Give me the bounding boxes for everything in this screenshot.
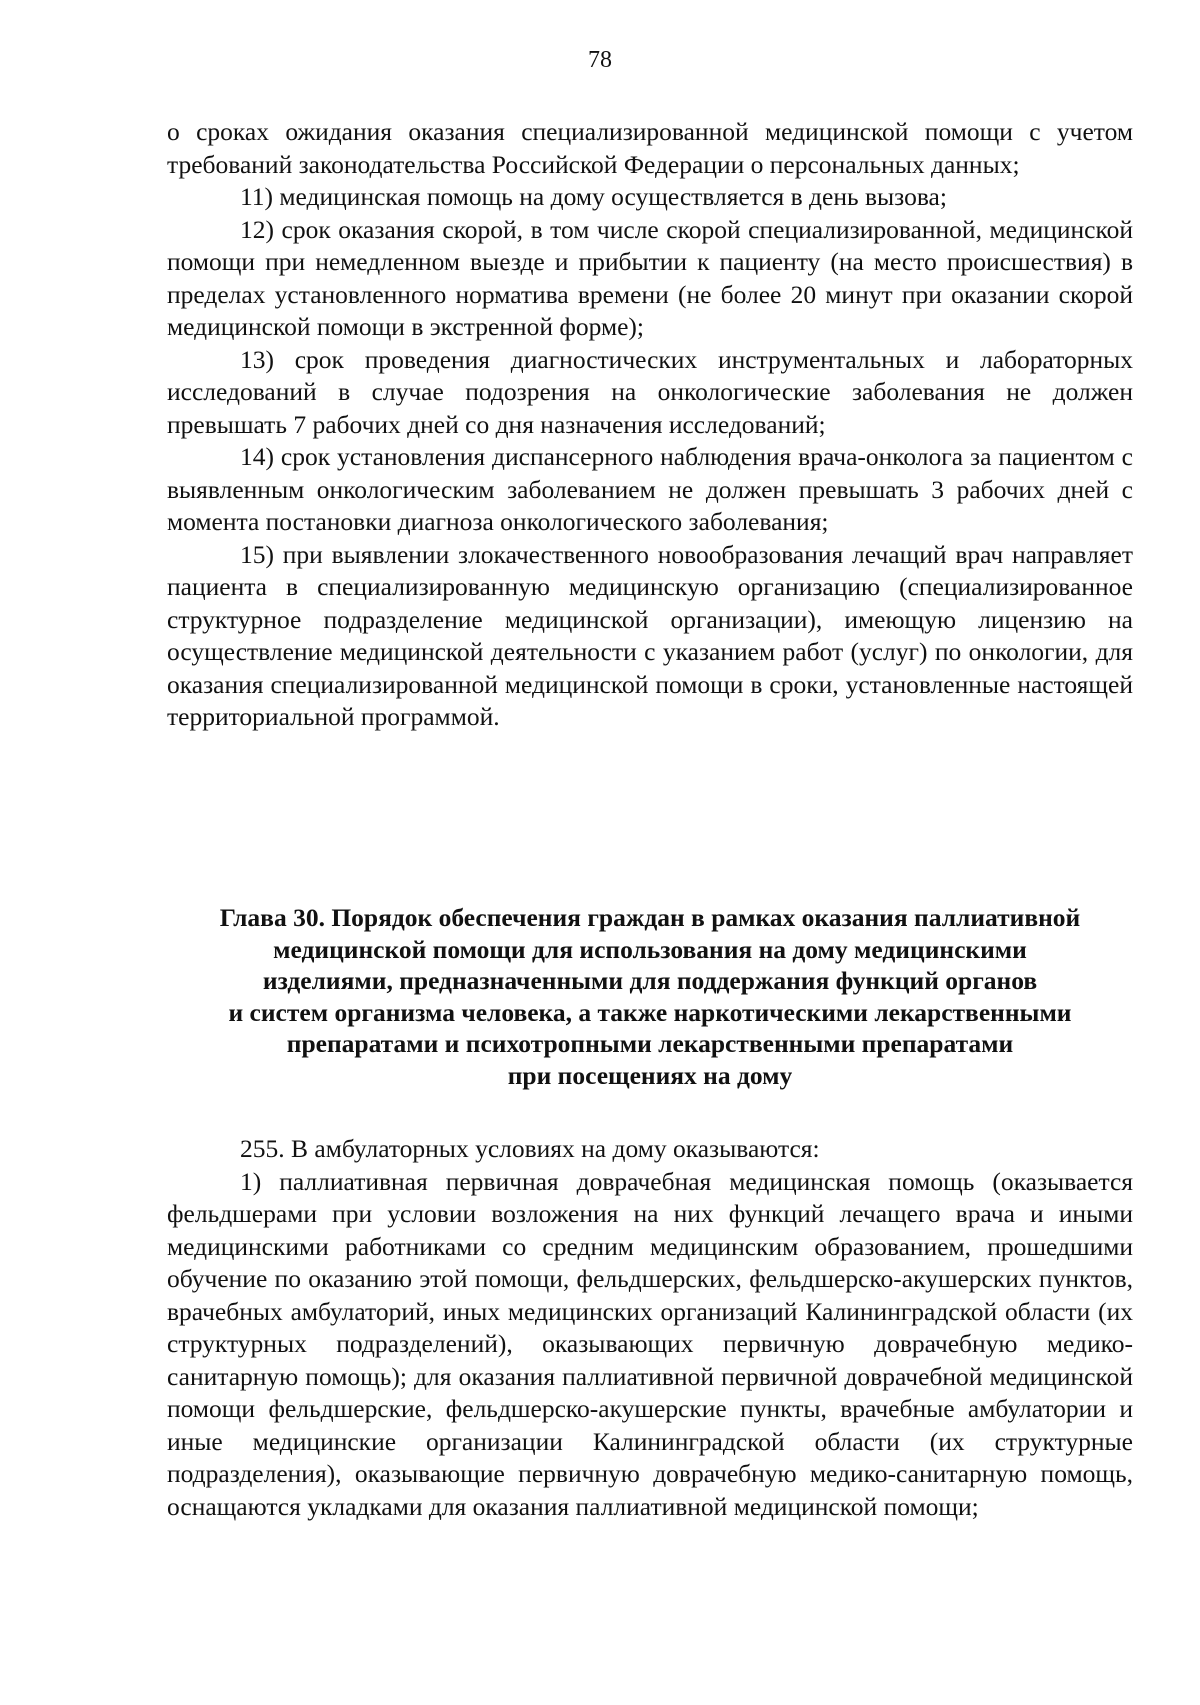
paragraph: 255. В амбулаторных условиях на дому оказываются: bbox=[240, 1134, 820, 1163]
body-text-top bbox=[167, 116, 1133, 734]
chapter-title-line: Глава 30. Порядок обеспечения граждан в рамках оказания паллиативной bbox=[219, 903, 1081, 932]
chapter-title-line: медицинской помощи для использования на дому медицинскими bbox=[273, 934, 1027, 964]
body-text-bottom bbox=[167, 1133, 1133, 1523]
page-number: 78 bbox=[588, 47, 612, 73]
paragraph: 13) срок проведения диагностических инструментальных и лабораторных исследований в случае подозрения на онкологические заболевания не должен превышать 7 рабочих дней со дня назначения исследований; bbox=[167, 344, 1133, 439]
paragraph: о сроках ожидания оказания специализированной медицинской помощи с учетом требований законодательства Российской Федерации о персональных данных; bbox=[167, 117, 1133, 179]
chapter-title-line: и систем организма человека, а также наркотическими лекарственными bbox=[228, 997, 1072, 1027]
paragraph: 15) при выявлении злокачественного новообразования лечащий врач направляет пациента в специализированную медицинскую организацию (специализированное структурное подразделение медицинской организации), имеющую лицензию на осуществление медицинской деятельности с указанием работ (услуг) по онкологии, для оказания специализированной медицинской помощи в сроки, установленные настоящей территориальной программой. bbox=[167, 539, 1133, 731]
paragraph: 11) медицинская помощь на дому осуществляется в день вызова; bbox=[240, 182, 947, 211]
chapter-title-line: изделиями, предназначенными для поддержания функций органов bbox=[262, 966, 1038, 995]
chapter-title-line: при посещениях на дому bbox=[507, 1060, 793, 1090]
paragraph: 1) паллиативная первичная доврачебная медицинская помощь (оказывается фельдшерами при условии возложения на них функций лечащего врача и иными медицинскими работниками со средним медицинским образованием, прошедшими обучение по оказанию этой помощи, фельдшерских, фельдшерско-акушерских пунктов, врачебных амбулаторий, иных медицинских организаций Калининградской области (их структурных подразделений), оказывающих первичную доврачебную медико-санитарную помощь); для оказания паллиативной первичной доврачебной медицинской помощи фельдшерские, фельдшерско-акушерские пункты, врачебные амбулатории и иные медицинские организации Калининградской области (их структурные подразделения), оказывающие первичную доврачебную медико-санитарную помощь, оснащаются укладками для оказания паллиативной медицинской помощи; bbox=[167, 1166, 1133, 1521]
chapter-title bbox=[167, 902, 1133, 1091]
paragraph: 14) срок установления диспансерного наблюдения врача-онколога за пациентом с выявленным онкологическим заболеванием не должен превышать 3 рабочих дней с момента постановки диагноза онкологического заболевания; bbox=[167, 442, 1133, 536]
chapter-title-line: препаратами и психотропными лекарственными препаратами bbox=[286, 1029, 1014, 1058]
paragraph: 12) срок оказания скорой, в том числе скорой специализированной, медицинской помощи при немедленном выезде и прибытии к пациенту (на место происшествия) в пределах установленного норматива времени (не более 20 минут при оказании скорой медицинской помощи в экстренной форме); bbox=[167, 214, 1133, 341]
